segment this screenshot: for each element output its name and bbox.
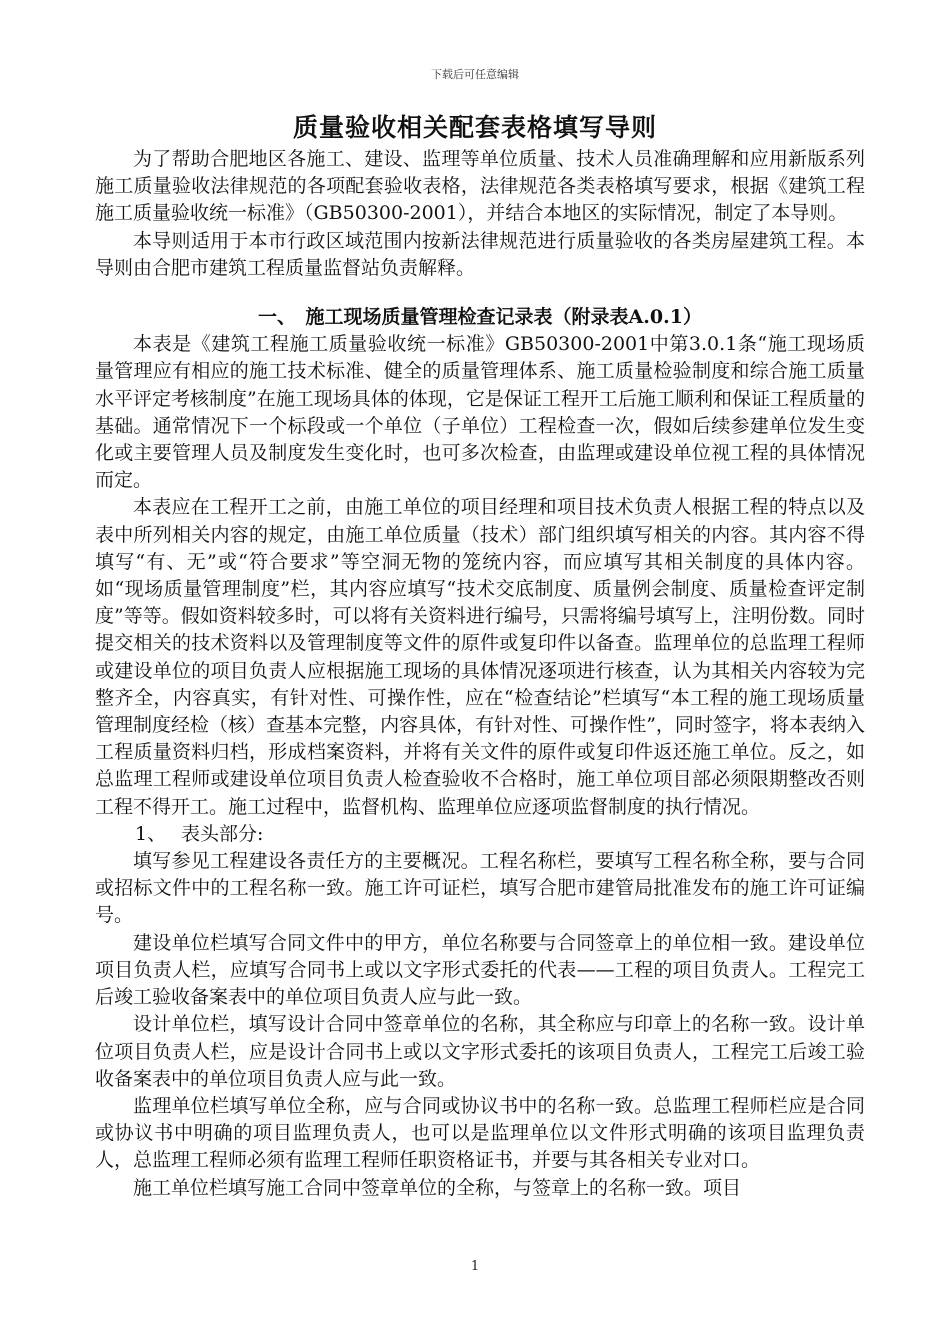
page-title: 质量验收相关配套表格填写导则	[292, 113, 657, 142]
section-heading: 一、 施工现场质量管理检查记录表（附录表A.0.1）	[258, 306, 702, 329]
intro-paragraph: 本导则适用于本市行政区域范围内按新法律规范进行质量验收的各类房屋建筑工程。本导则由合肥市建筑工程质量监督站负责解释。	[95, 229, 865, 279]
subsection-paragraph: 设计单位栏，填写设计合同中签章单位的名称，其全称应与印章上的名称一致。设计单位项目负责人栏，应是设计合同书上或以文字形式委托的该项目负责人，工程完工后竣工验收备案表中的单位项目负责人应与此一致。	[95, 1013, 865, 1090]
subsection-paragraph: 填写参见工程建设各责任方的主要概况。工程名称栏，要填写工程名称全称，要与合同或招标文件中的工程名称一致。施工许可证栏，填写合肥市建管局批准发布的施工许可证编号。	[95, 850, 865, 927]
page-number: 1	[470, 1259, 480, 1274]
header-note: 下载后可任意编辑	[431, 68, 519, 81]
subsection-label: 表头部分:	[181, 822, 264, 845]
subsection-paragraph: 监理单位栏填写单位全称，应与合同或协议书中的名称一致。总监理工程师栏应是合同或协议书中明确的项目监理负责人，也可以是监理单位以文件形式明确的该项目监理负责人，总监理工程师必须有监理工程师任职资格证书，并要与其各相关专业对口。	[95, 1094, 865, 1172]
subsection-heading	[95, 821, 865, 848]
subsection-number: 1、	[135, 822, 167, 845]
section-paragraph: 本表应在工程开工之前，由施工单位的项目经理和项目技术负责人根据工程的特点以及表中所列相关内容的规定，由施工单位质量（技术）部门组织填写相关的内容。其内容不得填写“有、无”或“符合要求”等空洞无物的笼统内容，而应填写其相关制度的具体内容。如“现场质量管理制度”栏，其内容应填写“技术交底制度、质量例会制度、质量检查评定制度”等等。假如资料较多时，可以将有关资料进行编号，只需将编号填写上，注明份数。同时提交相关的技术资料以及管理制度等文件的原件或复印件以备查。监理单位的总监理工程师或建设单位的项目负责人应根据施工现场的具体情况逐项进行核查，认为其相关内容较为完整齐全，内容真实，有针对性、可操作性，应在“检查结论”栏填写“本工程的施工现场质量管理制度经检（核）查基本完整，内容具体，有针对性、可操作性”，同时签字，将本表纳入工程质量资料归档，形成档案资料，并将有关文件的原件或复印件返还施工单位。反之，如总监理工程师或建设单位项目负责人检查验收不合格时，施工单位项目部必须限期整改否则工程不得开工。施工过程中，监督机构、监理单位应逐项监督制度的执行情况。	[95, 496, 865, 818]
document-body	[95, 146, 865, 1202]
subsection-paragraph: 建设单位栏填写合同文件中的甲方，单位名称要与合同签章上的单位相一致。建设单位项目负责人栏，应填写合同书上或以文字形式委托的代表——工程的项目负责人。工程完工后竣工验收备案表中的单位项目负责人应与此一致。	[95, 931, 865, 1009]
intro-paragraph: 为了帮助合肥地区各施工、建设、监理等单位质量、技术人员准确理解和应用新版系列施工质量验收法律规范的各项配套验收表格，法律规范各类表格填写要求，根据《建筑工程施工质量验收统一标准》（GB50300-2001），并结合本地区的实际情况，制定了本导则。	[95, 148, 865, 225]
subsection-paragraph: 施工单位栏填写施工合同中签章单位的全称，与签章上的名称一致。项目	[133, 1176, 742, 1199]
section-paragraph: 本表是《建筑工程施工质量验收统一标准》GB50300-2001中第3.0.1条“施工现场质量管理应有相应的施工技术标准、健全的质量管理体系、施工质量检验制度和综合施工质量水平评定考核制度”在施工现场具体的体现，它是保证工程开工后施工顺利和保证工程质量的基础。通常情况下一个标段或一个单位（子单位）工程检查一次，假如后续参建单位发生变化或主要管理人员及制度发生变化时，也可多次检查，由监理或建设单位视工程的具体情况而定。	[95, 333, 865, 492]
